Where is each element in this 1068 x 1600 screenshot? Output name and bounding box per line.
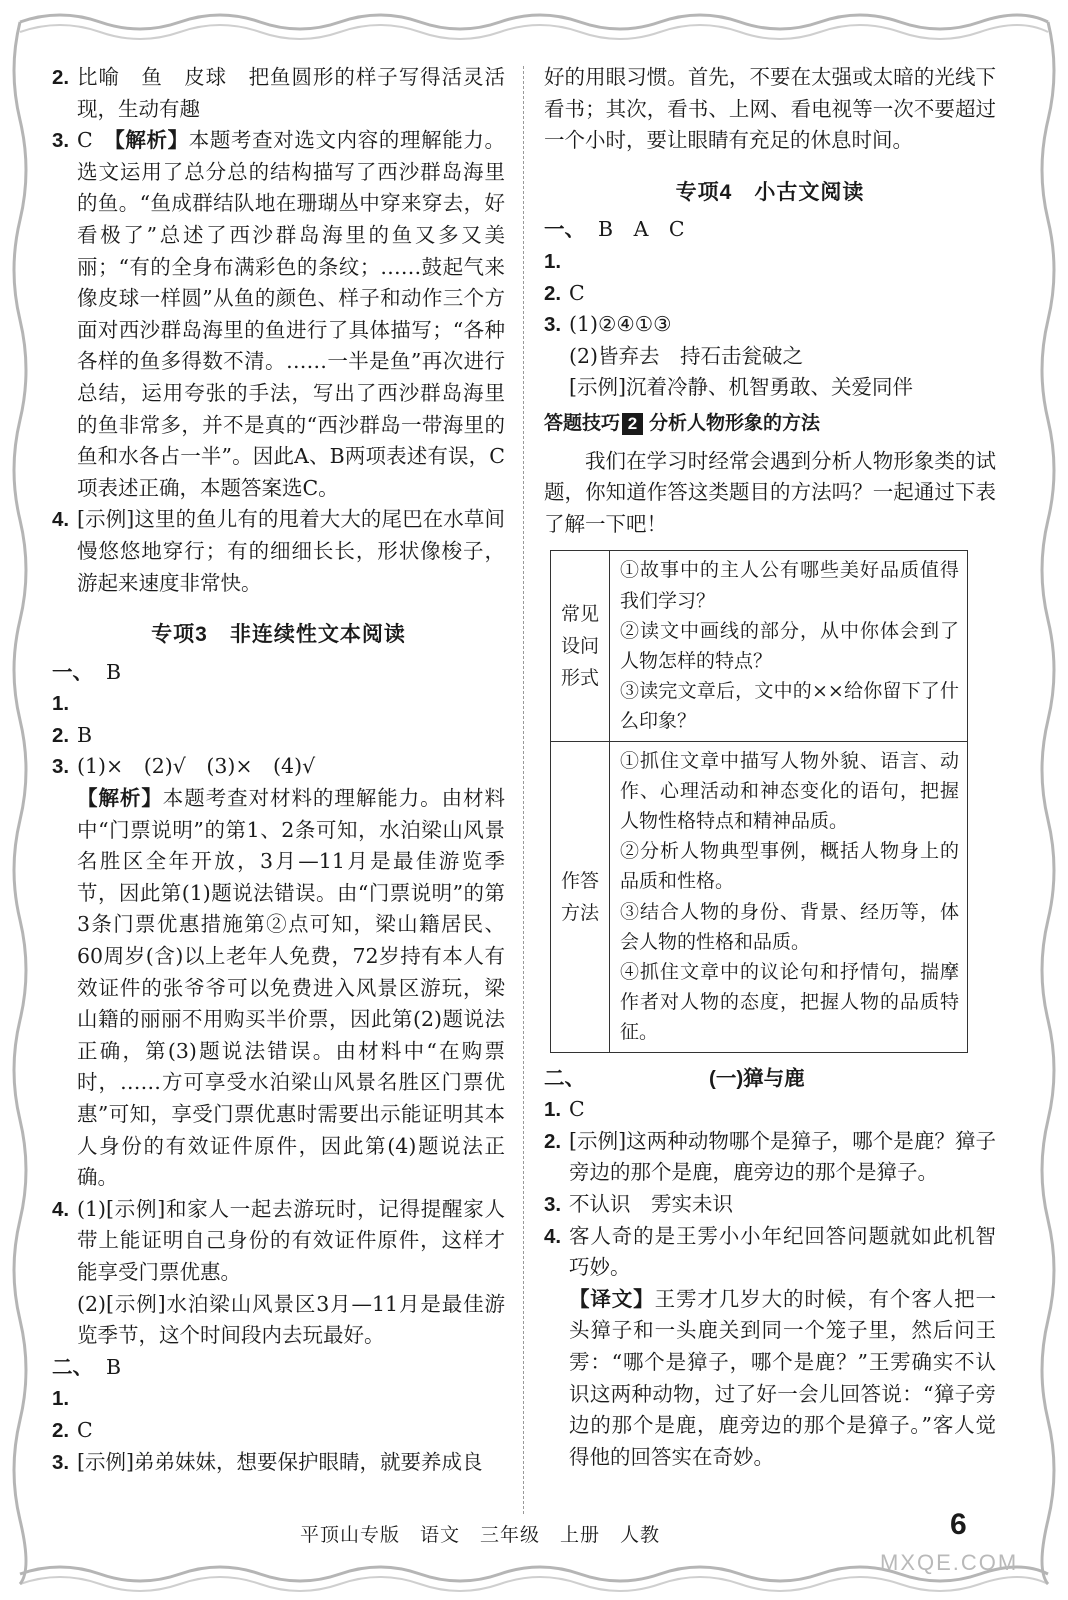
answer-subitem: (2)[示例]水泊梁山风景区3月—11月是最佳游览季节，这个时间段内去玩最好。 <box>77 1291 505 1348</box>
item-text: (1)②④①③ <box>569 312 672 337</box>
tip-number-badge: 2 <box>622 413 643 435</box>
item-text: 不认识 雱实未识 <box>569 1191 733 1216</box>
answer-item <box>52 1352 505 1415</box>
item-text: [示例]这两种动物哪个是獐子，哪个是鹿？獐子旁边的那个是鹿，鹿旁边的那个是獐子。 <box>569 1128 996 1185</box>
analysis-tag: 【解析】 <box>114 128 189 153</box>
item-number: 2. <box>544 1129 562 1153</box>
subsection-title <box>544 1063 996 1095</box>
analysis-text: 本题考查对材料的理解能力。由材料中“门票说明”的第1、2条可知，水泊梁山风景名胜区全年开放，3月—11月是最佳游览季节，因此第(1)题说法错误。由“门票说明”的第3条门票优惠措施第②点可知，梁山籍居民、60周岁(含)以上老年人免费，72岁持有本人有效证件的张爷爷可以免费进入风景区游玩，梁山籍的丽丽不用购买半价票，因此第(2)题说法正确，第(3)题说法错误。由材料中“在购票时，……方可享受水泊梁山风景名胜区门票优惠”可知，享受门票优惠时需要出示能证明其本人身份的有效证件原件，因此第(4)题说法正确。 <box>77 786 506 1190</box>
watermark: MXQE.COM <box>880 1550 1019 1575</box>
item-number: 3. <box>52 129 70 153</box>
item-number: 3. <box>52 1450 70 1474</box>
answer-item <box>544 309 996 341</box>
item-number: 二、1. <box>52 1355 93 1411</box>
continued-text: 好的用眼习惯。首先，不要在太强或太暗的光线下看书；其次，看书、上网、看电视等一次不要超过一个小时，要让眼睛有充足的休息时间。 <box>544 65 996 153</box>
translation-block <box>544 1284 996 1474</box>
row-body <box>610 741 968 1052</box>
item-number: 1. <box>544 1098 562 1122</box>
answer-item <box>52 751 505 783</box>
item-number: 4. <box>544 1224 562 1248</box>
tip-heading <box>544 408 996 440</box>
item-number: 2. <box>52 1418 70 1442</box>
column-divider <box>523 66 524 1514</box>
section-heading: 专项3 非连续性文本阅读 <box>151 623 406 647</box>
answer-subitem: [示例]沉着冷静、机智勇敢、关爱同伴 <box>569 375 913 400</box>
item-number: 3. <box>544 313 562 337</box>
answer-item <box>52 1447 505 1479</box>
item-text: B <box>106 1354 122 1379</box>
item-text: 客人奇的是王雱小小年纪回答问题就如此机智巧妙。 <box>569 1223 996 1280</box>
item-text: (1)[示例]和家人一起去游玩时，记得提醒家人带上能证明自己身份的有效证件原件，这样才能享受门票优惠。 <box>77 1196 505 1284</box>
row-header: 常见设问形式 <box>551 551 610 741</box>
item-number: 一、1. <box>544 218 585 273</box>
table-row <box>551 741 968 1052</box>
subsection-name: (一)獐与鹿 <box>709 1066 805 1090</box>
answer-item <box>52 504 505 599</box>
item-number: 4. <box>52 1197 70 1221</box>
item-text: B <box>77 722 93 747</box>
tips-table <box>550 550 968 1052</box>
subsection-number: 二、 <box>544 1066 585 1090</box>
item-text: [示例]弟弟妹妹，想要保护眼睛，就要养成良 <box>77 1449 483 1474</box>
list-item: ①故事中的主人公有哪些美好品质值得我们学习？ <box>620 559 959 612</box>
answer-item <box>52 720 505 752</box>
section-heading: 专项4 小古文阅读 <box>675 180 865 204</box>
item-number: 4. <box>52 508 70 532</box>
item-number: 3. <box>544 1192 562 1216</box>
translation-tag: 【译文】 <box>569 1286 655 1311</box>
list-item: ③结合人物的身份、背景、经历等，体会人物的性格和品质。 <box>620 900 959 953</box>
item-number: 2. <box>52 723 70 747</box>
left-column <box>52 62 505 1478</box>
row-body <box>610 551 968 741</box>
answer-item <box>544 1126 996 1189</box>
table-row <box>551 551 968 741</box>
analysis-text: 本题考查对选文内容的理解能力。选文运用了总分总的结构描写了西沙群岛海里的鱼。“鱼成群结队地在珊瑚丛中穿来穿去，好看极了”总述了西沙群岛海里的鱼又多又美丽；“有的全身布满彩色的条纹；……鼓起气来像皮球一样圆”从鱼的颜色、样子和动作三个方面对西沙群岛海里的鱼进行了具体描写；“各种各样的鱼多得数不清。……一半是鱼”再次进行总结，运用夸张的手法，写出了西沙群岛海里的鱼非常多，并不是真的“西沙群岛一带海里的鱼和水各占一半”。因此A、B两项表述有误，C项表述正确，本题答案选C。 <box>77 128 506 500</box>
answer-item <box>52 62 505 125</box>
list-item: ②读文中画线的部分，从中你体会到了人物怎样的特点？ <box>620 619 959 672</box>
tip-label: 答题技巧 <box>544 412 621 434</box>
item-number: 3. <box>52 755 70 779</box>
item-text: (1)× (2)√ (3)× (4)√ <box>77 754 316 779</box>
answer-choice: C <box>77 128 93 153</box>
answer-item <box>544 1189 996 1221</box>
item-text: B <box>106 659 122 684</box>
translation-text: 王雱才几岁大的时候，有个客人把一头獐子和一头鹿关到同一个笼子里，然后问王雱：“哪个是獐子，哪个是鹿？”王雱确实不认识这两种动物，过了好一会儿回答说：“獐子旁边的那个是鹿，鹿旁边的那个是獐子。”客人觉得他的回答实在奇妙。 <box>569 1286 997 1469</box>
item-text: C <box>569 1097 585 1122</box>
answer-item <box>52 1194 505 1289</box>
analysis-block <box>52 783 505 1194</box>
item-number: 一、1. <box>52 660 93 716</box>
item-text: 比喻 鱼 皮球 把鱼圆形的样子写得活灵活现，生动有趣 <box>77 65 505 121</box>
item-number: 2. <box>544 281 562 305</box>
tip-title: 分析人物形象的方法 <box>649 412 821 434</box>
answer-item <box>52 1415 505 1447</box>
item-number: 2. <box>52 66 70 89</box>
row-header: 作答方法 <box>551 741 610 1052</box>
list-item: ③读完文章后，文中的××给你留下了什么印象？ <box>620 680 959 733</box>
list-item: ①抓住文章中描写人物外貌、语言、动作、心理活动和神态变化的语句，把握人物性格特点和精神品质。 <box>620 749 959 832</box>
item-text: [示例]这里的鱼儿有的甩着大大的尾巴在水草间慢悠悠地穿行；有的细细长长，形状像梭子，游起来速度非常快。 <box>77 507 505 595</box>
answer-item <box>52 657 505 720</box>
answer-item <box>52 125 505 504</box>
page-footer: 平顶山专版 语文 三年级 上册 人教 <box>300 1524 661 1546</box>
tip-intro: 我们在学习时经常会遇到分析人物形象类的试题，你知道作答这类题目的方法吗？一起通过下表了解一下吧！ <box>544 448 996 536</box>
analysis-tag: 【解析】 <box>77 786 163 811</box>
right-column <box>544 62 996 1473</box>
answer-subitem: (2)皆弃去 持石击瓮破之 <box>569 343 804 368</box>
item-text: C <box>77 1417 93 1442</box>
answer-item <box>544 1094 996 1126</box>
item-text: B A C <box>598 217 685 242</box>
answer-item <box>544 278 996 310</box>
answer-item <box>544 1221 996 1284</box>
item-text <box>77 125 505 504</box>
list-item: ④抓住文章中的议论句和抒情句，揣摩作者对人物的态度，把握人物的品质特征。 <box>620 960 959 1044</box>
answer-item <box>544 214 996 277</box>
item-text: C <box>569 280 585 305</box>
list-item: ②分析人物典型事例，概括人物身上的品质和性格。 <box>620 840 959 893</box>
page-number: 6 <box>950 1508 967 1541</box>
